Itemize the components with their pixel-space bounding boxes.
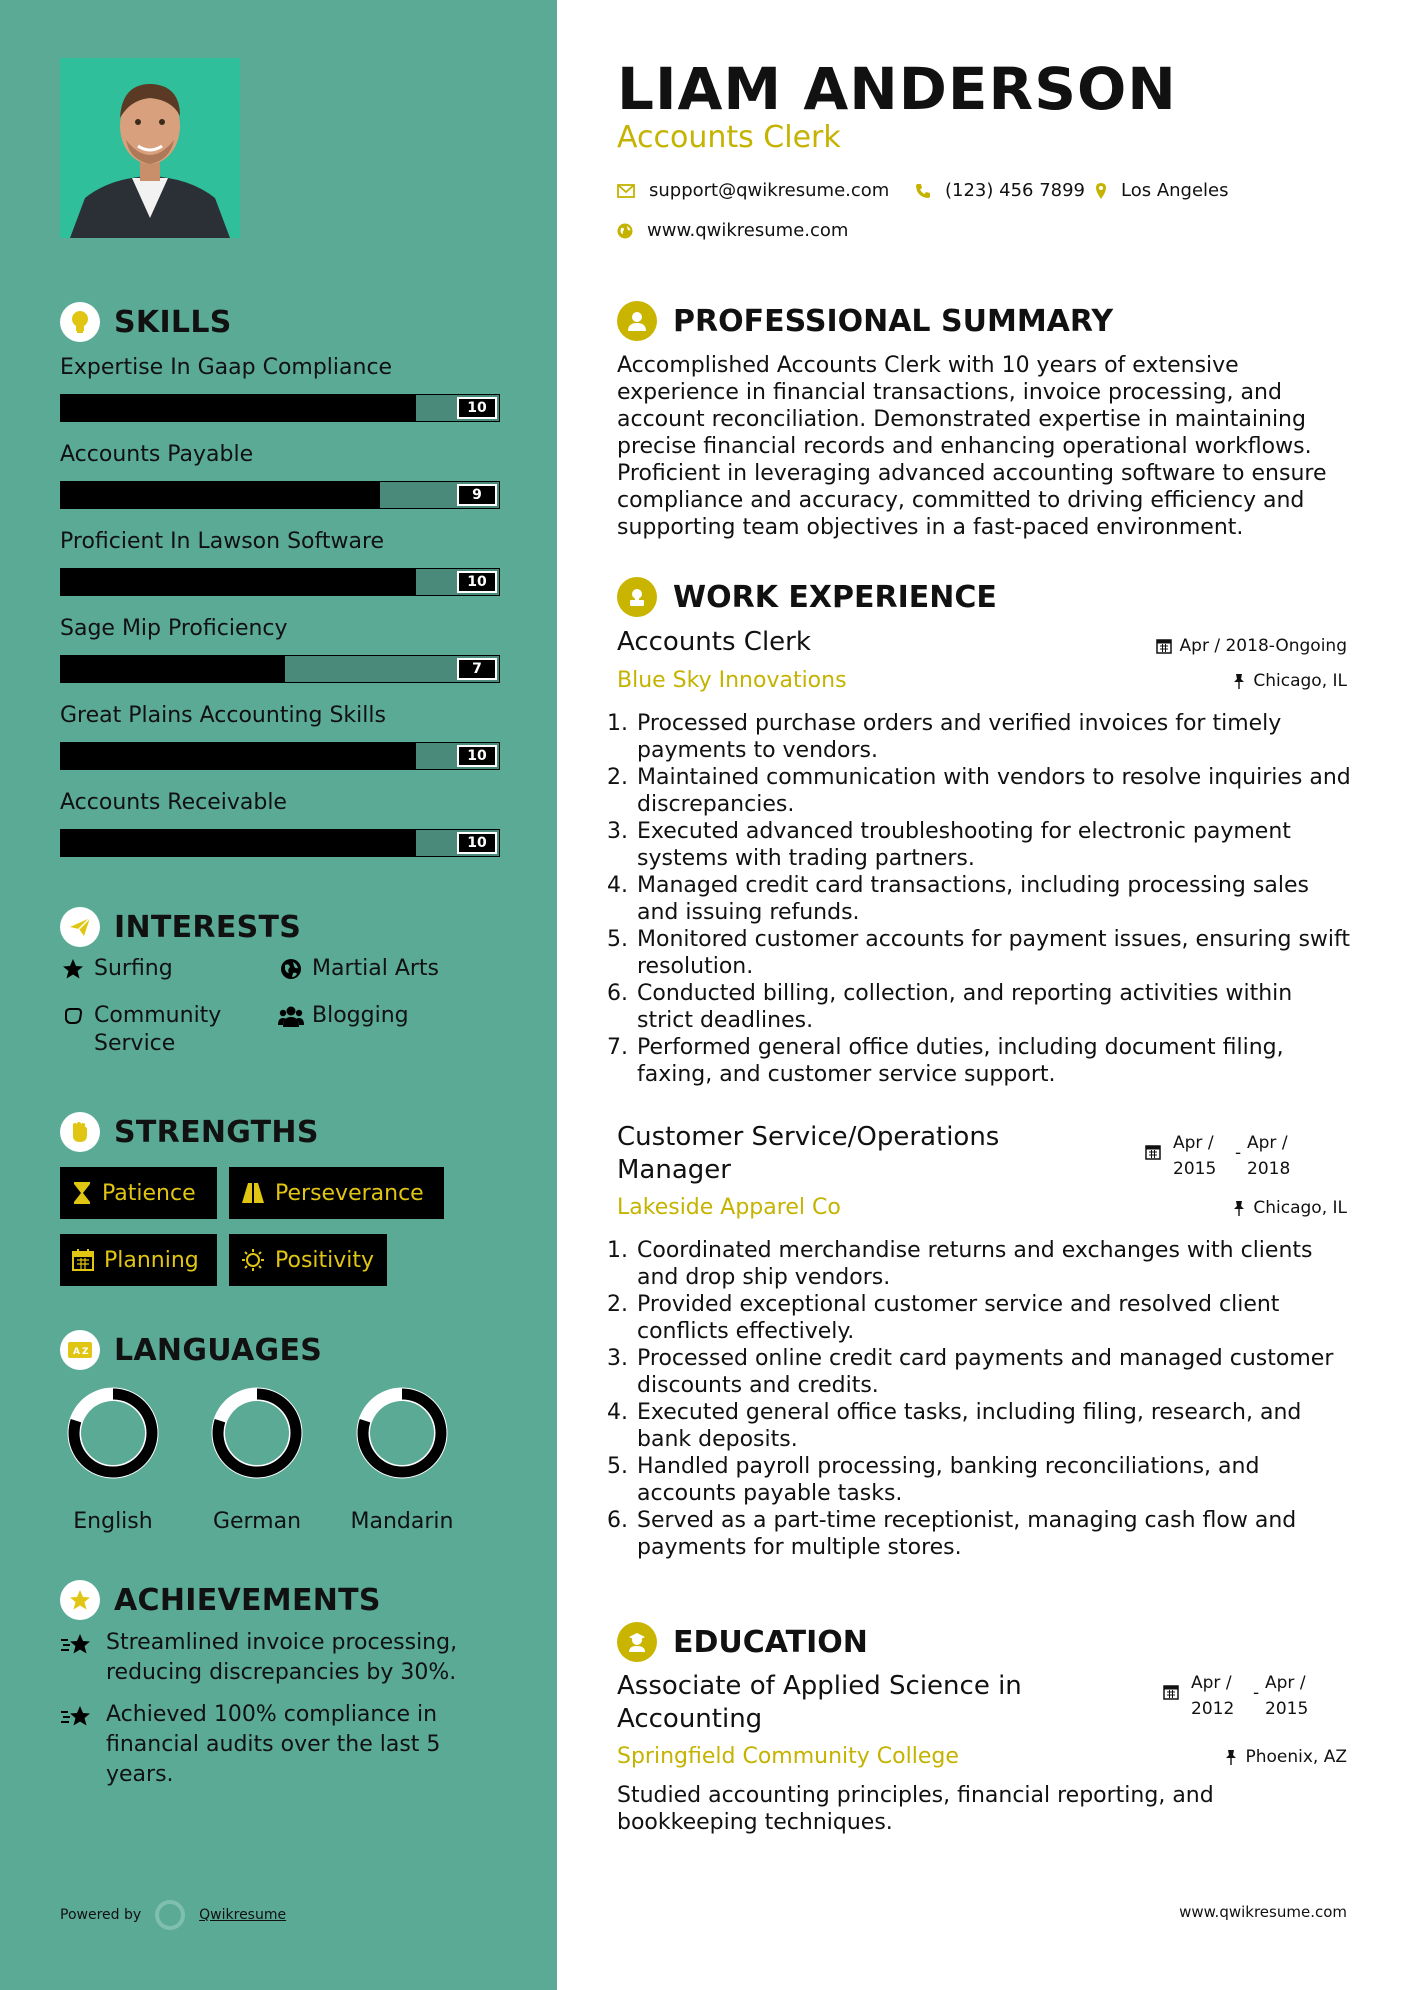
interests-heading: [60, 905, 301, 949]
briefcase-icon: [617, 577, 657, 617]
shooting-star-icon: [60, 1628, 94, 1662]
graduate-icon: [617, 1622, 657, 1662]
star-icon: [60, 955, 86, 980]
job-dates: Apr / 2018-Ongoing: [1156, 636, 1347, 656]
skill-level-bar: [60, 655, 500, 683]
strength-badge-planning: Planning: [60, 1234, 217, 1286]
skill-name: Accounts Receivable: [60, 790, 287, 815]
user-icon: [617, 301, 657, 341]
strengths-title: STRENGTHS: [114, 1114, 319, 1150]
skill-level-fill: [61, 482, 380, 508]
candidate-name: LIAM ANDERSON: [617, 55, 1177, 123]
footer-website-link[interactable]: www.qwikresume.com: [1179, 1903, 1347, 1921]
interest-item-community-service: Community Service: [60, 1002, 244, 1058]
job-dates: Apr / 2015 - Apr / 2018: [1145, 1130, 1309, 1182]
job-duty-item: 2. Provided exceptional customer service and resolved client conflicts effectively.: [635, 1291, 1354, 1345]
skill-score-badge: 9: [457, 484, 497, 506]
powered-by: Powered by Qwikresume: [60, 1900, 286, 1930]
experience-heading: [617, 575, 997, 619]
languages-heading: [60, 1328, 322, 1372]
achievements-title: ACHIEVEMENTS: [114, 1582, 381, 1618]
phone-icon: [915, 183, 931, 199]
skill-score-badge: 10: [457, 571, 497, 593]
job-duty-item: 7. Performed general office duties, including document filing, faxing, and customer service support.: [635, 1034, 1354, 1088]
language-level-ring: [209, 1385, 305, 1481]
users-icon: [278, 1002, 304, 1027]
experience-title: WORK EXPERIENCE: [673, 579, 997, 615]
skill-level-fill: [61, 569, 416, 595]
education-degree: Associate of Applied Science in Accounting: [617, 1671, 1022, 1734]
profile-photo: [60, 58, 240, 238]
job-duty-item: 1. Processed purchase orders and verified invoices for timely payments to vendors.: [635, 710, 1354, 764]
skill-level-fill: [61, 830, 416, 856]
skill-item: [60, 787, 500, 857]
svg-text:A: A: [73, 1347, 80, 1357]
skill-score-badge: 10: [457, 832, 497, 854]
calendar-icon: [1156, 638, 1172, 654]
job-duty-item: 4. Executed general office tasks, including filing, research, and bank deposits.: [635, 1399, 1354, 1453]
skill-score-badge: 10: [457, 397, 497, 419]
job-duties-list: [609, 1237, 1354, 1561]
contact-email[interactable]: support@qwikresume.com: [617, 180, 889, 201]
summary-text: Accomplished Accounts Clerk with 10 years of extensive experience in financial transactions, invoice processing, and account reconciliation. Demonstrated expertise in maintaining precise financial records and enhancing operational workflows. Proficient in leveraging advanced accounting software to ensure compliance and accuracy, committed to driving efficiency and supporting team objectives in a fast-paced environment.: [617, 353, 1327, 540]
job-duty-item: 2. Maintained communication with vendors to resolve inquiries and discrepancies.: [635, 764, 1354, 818]
job-location: Chicago, IL: [1233, 671, 1347, 691]
skill-level-bar: [60, 481, 500, 509]
education-heading: [617, 1620, 868, 1664]
strength-badge-positivity: Positivity: [229, 1234, 387, 1286]
skill-item: [60, 613, 500, 683]
sidebar: [0, 0, 557, 1990]
skills-title: SKILLS: [114, 304, 232, 340]
achievement-item: Streamlined invoice processing, reducing discrepancies by 30%.: [60, 1628, 480, 1688]
job-duty-item: 4. Managed credit card transactions, including processing sales and issuing refunds.: [635, 872, 1354, 926]
contact-location: Los Angeles: [1095, 180, 1229, 201]
achievement-item: Achieved 100% compliance in financial audits over the last 5 years.: [60, 1700, 480, 1790]
job-location: Chicago, IL: [1233, 1198, 1347, 1218]
job-company: Blue Sky Innovations: [617, 668, 847, 693]
job-duty-item: 3. Processed online credit card payments and managed customer discounts and credits.: [635, 1345, 1354, 1399]
job-duty-item: 5. Handled payroll processing, banking reconciliations, and accounts payable tasks.: [635, 1453, 1354, 1507]
job-title: Accounts Clerk: [617, 627, 811, 657]
qwikresume-logo-icon: [155, 1900, 185, 1930]
interests-title: INTERESTS: [114, 909, 302, 945]
calendar-icon: [1145, 1130, 1161, 1168]
job-duty-item: 3. Executed advanced troubleshooting for electronic payment systems with trading partners.: [635, 818, 1354, 872]
job-duty-item: 6. Conducted billing, collection, and reporting activities within strict deadlines.: [635, 980, 1354, 1034]
education-location: Phoenix, AZ: [1225, 1747, 1347, 1767]
skill-name: Proficient In Lawson Software: [60, 529, 385, 554]
job-duty-item: 5. Monitored customer accounts for payment issues, ensuring swift resolution.: [635, 926, 1354, 980]
strengths-heading: [60, 1110, 319, 1154]
interest-item-martial-arts: Martial Arts: [278, 955, 462, 983]
trophy-star-icon: [60, 1580, 100, 1620]
fist-icon: [60, 1112, 100, 1152]
language-name: English: [73, 1509, 153, 1534]
lightbulb-icon: [60, 302, 100, 342]
skill-level-bar: [60, 394, 500, 422]
hourglass-icon: [72, 1181, 92, 1205]
skill-level-bar: [60, 568, 500, 596]
education-title: EDUCATION: [673, 1624, 868, 1660]
candidate-title: Accounts Clerk: [617, 120, 841, 155]
language-name: German: [212, 1509, 302, 1534]
calendar-icon: [1163, 1670, 1179, 1708]
pushpin-icon: [1225, 1749, 1237, 1765]
language-item: [48, 1385, 178, 1534]
skill-score-badge: 7: [457, 658, 497, 680]
achievements-heading: [60, 1578, 381, 1622]
strength-badge-perseverance: Perseverance: [229, 1167, 444, 1219]
main-content: [557, 0, 1407, 1990]
globe-icon: [617, 223, 633, 239]
contact-website[interactable]: www.qwikresume.com: [617, 220, 848, 241]
svg-text:Z: Z: [82, 1347, 89, 1357]
skill-item: [60, 700, 500, 770]
skill-item: [60, 526, 500, 596]
profile-photo-image: [60, 58, 240, 238]
language-level-ring: [354, 1385, 450, 1481]
skill-name: Accounts Payable: [60, 442, 254, 467]
shooting-star-icon: [60, 1700, 94, 1734]
job-duty-item: 6. Served as a part-time receptionist, managing cash flow and payments for multiple stores.: [635, 1507, 1354, 1561]
sun-icon: [241, 1248, 265, 1272]
interest-item-surfing: Surfing: [60, 955, 244, 983]
interest-item-blogging: Blogging: [278, 1002, 462, 1030]
skill-score-badge: 10: [457, 745, 497, 767]
qwikresume-link[interactable]: Qwikresume: [199, 1907, 287, 1923]
job-company: Lakeside Apparel Co: [617, 1195, 841, 1220]
skill-level-bar: [60, 829, 500, 857]
education-dates: Apr / 2012 - Apr / 2015: [1163, 1670, 1327, 1722]
language-item: [337, 1385, 467, 1534]
summary-heading: [617, 299, 1113, 343]
pushpin-icon: [1233, 1200, 1245, 1216]
strength-badge-patience: Patience: [60, 1167, 217, 1219]
job-duty-item: 1. Coordinated merchandise returns and exchanges with clients and drop ship vendors.: [635, 1237, 1354, 1291]
education-school: Springfield Community College: [617, 1744, 959, 1769]
paper-plane-icon: [60, 907, 100, 947]
calendar-icon: [72, 1249, 94, 1271]
globe-icon: [278, 955, 304, 980]
language-icon: [60, 1330, 100, 1370]
skill-name: Expertise In Gaap Compliance: [60, 355, 393, 380]
language-name: Mandarin: [350, 1509, 454, 1534]
contact-phone[interactable]: (123) 456 7899: [915, 180, 1085, 201]
language-item: [192, 1385, 322, 1534]
skill-level-fill: [61, 743, 416, 769]
skill-level-fill: [61, 395, 416, 421]
language-level-ring: [65, 1385, 161, 1481]
skill-level-bar: [60, 742, 500, 770]
hand-icon: [60, 1002, 86, 1027]
languages-title: LANGUAGES: [114, 1332, 323, 1368]
skill-name: Sage Mip Proficiency: [60, 616, 288, 641]
pushpin-icon: [1233, 673, 1245, 689]
skill-level-fill: [61, 656, 285, 682]
job-duties-list: [609, 710, 1354, 1088]
map-pin-icon: [1095, 182, 1107, 200]
job-title: Customer Service/Operations Manager: [617, 1122, 1000, 1185]
skill-name: Great Plains Accounting Skills: [60, 703, 386, 728]
education-description: Studied accounting principles, financial reporting, and bookkeeping techniques.: [617, 1783, 1214, 1835]
skill-item: [60, 439, 500, 509]
road-icon: [241, 1182, 265, 1204]
skill-item: [60, 352, 500, 422]
skills-heading: [60, 300, 232, 344]
envelope-icon: [617, 184, 635, 198]
summary-title: PROFESSIONAL SUMMARY: [673, 303, 1114, 339]
